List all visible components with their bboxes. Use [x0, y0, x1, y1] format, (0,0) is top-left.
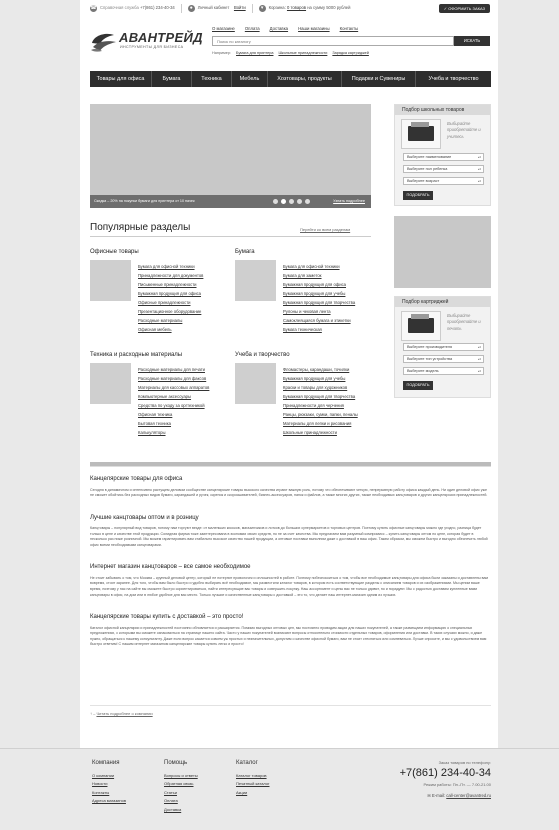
- seo-text: [90, 476, 491, 664]
- slider-more-link[interactable]: Узнать подробнее: [333, 199, 365, 203]
- menu-gifts[interactable]: Подарки и Сувениры: [342, 71, 416, 87]
- footer-link[interactable]: Доставка: [164, 806, 182, 812]
- cartridge-picker-image: [401, 311, 441, 341]
- category-link[interactable]: Бумажная продукция для офиса: [283, 281, 347, 287]
- school-picker-title: Подбор школьных товаров: [395, 105, 490, 115]
- category-link[interactable]: Офисные принадлежности: [138, 299, 191, 305]
- menu-study[interactable]: Учеба и творчество: [428, 76, 479, 82]
- article-text: Каталог офисной канцелярии и принадлежностей постоянно обновляется и расширяется. Помимо выгодных оптовых цен, мы постоянно проводим акции для наших покупателей, а также размещаем информацию о специальных предложениях, с которыми вы сможете ознакомиться на странице нашего сайта. Часто у наших покупателей возникают вопросы относительно стоимости отдельных товаров, оформления или доставки. В таких случаях можно, и даже нужно, обращаться к нашему консультанту. Даже если вопрос касается совсем уж простых и незначительных, допустим о качестве офисной бумаги, вам не стоит стесняться или сомневаться. Лучше спросите, и мы с удовольствием вам быстро ответим! С нашим интернет магазином канцелярские товары купить легко и просто!: [90, 625, 487, 647]
- article-title: Интернет магазин канцтоваров – все самое необходимое: [90, 564, 251, 571]
- category-link[interactable]: Фломастеры, карандаши, точилки: [283, 366, 350, 372]
- category-title[interactable]: Учеба и творчество: [235, 352, 290, 358]
- footer-link[interactable]: Статьи: [164, 789, 177, 795]
- school-picker-text: Выбирайте приобретайте и учитесь: [447, 121, 481, 139]
- cartridge-pick-button[interactable]: ПОДОБРАТЬ: [403, 381, 433, 390]
- footer-link[interactable]: Акции: [236, 789, 248, 795]
- popular-title: Популярные разделы: [90, 222, 191, 233]
- category-title[interactable]: Бумага: [235, 249, 255, 255]
- support-phone: +7(861) 234-40-34: [139, 5, 175, 11]
- category-link[interactable]: Бумага техническая: [283, 326, 322, 332]
- search-hint-link[interactable]: Зарядка картриджей: [332, 51, 369, 55]
- about-link-label: Читать подробнее о компании: [96, 711, 153, 716]
- slider-dot[interactable]: [289, 199, 294, 204]
- cartridge-picker-title: Подбор картриджей: [395, 297, 490, 307]
- search-hint-label: Например:: [212, 51, 232, 55]
- category-link[interactable]: Бумажная продукция для офиса: [138, 290, 202, 296]
- article-title: Канцелярские товары купить с доставкой – это просто!: [90, 614, 244, 621]
- category-title[interactable]: Офисные товары: [90, 249, 139, 255]
- footer-link[interactable]: Обратная связь: [164, 781, 194, 786]
- category-link[interactable]: Бумажная продукция для творчества: [283, 393, 356, 399]
- category-link[interactable]: Краски и товары для художников: [283, 384, 348, 390]
- work-hours: Режим работы: Пн.-Пт. — 7.00-21.00: [423, 781, 491, 787]
- cartridge-select-device[interactable]: Выберите тип устройства ▴▾: [403, 355, 484, 363]
- footer-contacts: [380, 760, 491, 798]
- search-bar: [212, 36, 490, 46]
- phone-icon: ☎: [90, 4, 97, 11]
- footer-col-catalog: [236, 760, 270, 797]
- menu-furniture[interactable]: Мебель: [232, 71, 268, 87]
- category-title[interactable]: Техника и расходные материалы: [90, 352, 183, 358]
- category-link[interactable]: Бумажная продукция для учебы: [283, 375, 346, 381]
- cartridge-select-maker[interactable]: Выберите производителя ▴▾: [403, 343, 484, 351]
- school-select-age[interactable]: Выберите возраст ▴▾: [403, 177, 484, 185]
- slider-dot[interactable]: [297, 199, 302, 204]
- nav-delivery[interactable]: Доставка: [269, 26, 289, 31]
- nav-contacts[interactable]: Контакты: [339, 26, 359, 31]
- logo-icon: [90, 31, 117, 53]
- category-thumbnail[interactable]: [90, 260, 131, 301]
- menu-office[interactable]: Товары для офиса: [90, 71, 152, 87]
- category-link[interactable]: Офисная мебель: [138, 326, 172, 332]
- category-link[interactable]: Бумага для офисной техники: [138, 263, 195, 269]
- category-link[interactable]: Школьные принадлежности: [283, 429, 337, 435]
- email-link[interactable]: call-center@avantred.ru: [446, 792, 491, 798]
- category-link[interactable]: Расходные материалы: [138, 317, 183, 323]
- category-link[interactable]: Офисная техника: [138, 411, 173, 417]
- category-link[interactable]: Материалы для кассовых аппаратов: [138, 384, 210, 390]
- nav-about[interactable]: О магазине: [212, 26, 235, 31]
- article-text: Не стоит забывать о том, что Москва – крупный деловой центр, который не потерпит проволочек и оплошностей в работе. Поэтому побеспокоиться о том, чтобы все необходимые канцтовары для офиса были заказаны и доставлены вам вовремя, стоит заранее. Для того, чтобы вам было быстро и удобно выбирать всё необходимое, мы разместили каталог товаров, в котором есть соответствующие разделы с описанием товаров и их изображениями. Мы ценим ваше время, поэтому у нас на сайте вы сможете быстро сориентироваться, найти интересующие вас товары и совершить покупку. Наш ассортимент и цены вас не только удивят, но и порадуют. Мы с радостью доставим купленные вами канцтовары в офис, на дом или в любое удобное для вас место. Только лучшие и качественные канцтовары с доставкой – это то, что делает наш интернет-магазин одним из лучших.: [90, 575, 488, 597]
- cartridge-picker-panel: [394, 296, 491, 398]
- footer-link[interactable]: Вопросы и ответы: [164, 772, 198, 778]
- all-sections-link[interactable]: Перейти ко всем разделам: [300, 227, 351, 232]
- footer-link[interactable]: Каталог товаров: [236, 772, 267, 778]
- search-button[interactable]: ИСКАТЬ: [454, 36, 490, 46]
- login-link[interactable]: Войти: [233, 5, 246, 11]
- main-menu: [90, 71, 491, 87]
- article-title: Канцелярские товары для офиса: [90, 476, 183, 482]
- menu-paper[interactable]: Бумага: [152, 71, 192, 87]
- user-icon: ●: [189, 4, 193, 11]
- category-link[interactable]: Бумага для офисной техники: [283, 263, 340, 269]
- search-input[interactable]: [212, 36, 454, 46]
- category-link[interactable]: Принадлежности для документов: [138, 272, 204, 278]
- search-hints: [212, 51, 369, 56]
- footer-link[interactable]: Печатный каталог: [236, 781, 270, 786]
- category-study: [235, 352, 373, 437]
- footer-link[interactable]: Адреса магазинов: [92, 798, 126, 803]
- article-text: Канцтовары – популярный вид товаров, потому нам торгуют везде: от маленьких киосков, магазинчиков и лотков до больших супермаркетов и торговых центров. Поэтому купить офисные канцтовары можно где угодно, разница будет только в цене и качестве этой продукции. Солидная фирма тоже заинтересована в экономии своих средств, но не за счет качества. Мы предлагаем вам разумный компромисс – купить канцтовары оптом по цене, которая будет в несколько раз ниже розничной. Мы можем гарантировать вам стабильно высокое качество нашей продукции, а оптовые поставки выполним даже с доставкой в ваш офис. Таким образом, мы сможем быстро и выгодно обеспечить любой офис всеми необходимыми канцтоварами.: [90, 526, 488, 547]
- category-link[interactable]: Ранцы, рюкзаки, сумки, папки, пеналы: [283, 411, 358, 417]
- category-link[interactable]: Самоклеящаяся бумага и этикетки: [283, 317, 351, 323]
- account-link[interactable]: Личный кабинет: [197, 5, 230, 11]
- footer-phone: +7(861) 234-40-34: [399, 767, 491, 779]
- about-link[interactable]: ↑ – Читать подробнее о компании: [90, 711, 153, 716]
- category-thumbnail[interactable]: [90, 363, 131, 404]
- cart-sum: на сумму 5000 рублей: [307, 5, 351, 11]
- category-link[interactable]: Расходные материалы для печати: [138, 366, 205, 372]
- top-bar: [90, 3, 490, 13]
- support-label: Справочная служба: [100, 5, 139, 11]
- footer-col-company: [92, 760, 126, 806]
- category-link[interactable]: Принадлежности для черчения: [283, 402, 344, 408]
- cart-icon: ▾: [259, 5, 266, 12]
- school-picker-panel: [394, 104, 491, 206]
- nav-stores[interactable]: Наши магазины: [298, 26, 330, 31]
- footer-link[interactable]: Контакты: [92, 789, 110, 795]
- school-pick-button[interactable]: ПОДОБРАТЬ: [403, 191, 433, 200]
- school-select-gender[interactable]: Выберите пол ребенка ▴▾: [403, 165, 484, 173]
- school-select-name[interactable]: Выберите наименование ▴▾: [403, 153, 484, 161]
- email-label: E-mail:: [432, 792, 446, 798]
- slider-caption: Скидка – 20% на покупки бумаги для принтера от 10 пачек: [94, 199, 195, 203]
- category-link[interactable]: Презентационное оборудование: [138, 308, 202, 314]
- category-link[interactable]: Бумажная продукция для творчества: [283, 299, 356, 305]
- footer-link[interactable]: Новости: [92, 781, 108, 786]
- category-office: [90, 249, 228, 334]
- cartridge-select-model[interactable]: Выберите модель ▴▾: [403, 367, 484, 375]
- slider-caption-bar: [90, 195, 371, 208]
- site-logo[interactable]: [90, 29, 202, 57]
- category-link[interactable]: Материалы для лепки и рисования: [283, 420, 352, 426]
- search-hint-link[interactable]: Школьные принадлежности: [278, 51, 328, 55]
- category-thumbnail[interactable]: [235, 363, 276, 404]
- cartridge-picker-text: Выбирайте приобретайте и печать: [447, 313, 481, 331]
- article-text: Сегодня в динамичном и интенсивно растущем деловом сообществе канцелярские товары высокого качества играют важную роль, потому что обеспечивают четкую, непрерывную работу офиса каждый день. Ни один деловой офис уже не сможет обойтись без расходных видов бумаги, карандашей и ручек, скрепок и скоросшивателей, бизнес-аксессуаров, папок и файлов, а также многих других, также необходимых канцтоваров и других канцелярских принадлежностей.: [90, 487, 488, 498]
- school-picker-image: [401, 119, 441, 149]
- mail-icon: ✉: [427, 792, 431, 798]
- footer-col-title: Каталог: [236, 760, 258, 766]
- category-link[interactable]: Бумажная продукция для учебы: [283, 290, 346, 296]
- menu-household[interactable]: Хозтовары, продукты: [268, 71, 342, 87]
- category-tech: [90, 352, 228, 437]
- sidebar-banner[interactable]: [394, 216, 491, 288]
- footer-col-title: Помощь: [164, 760, 188, 766]
- footer-col-help: [164, 760, 198, 814]
- order-phone-label: Заказ товаров по телефону:: [438, 760, 491, 765]
- category-link[interactable]: Бытовая техника: [138, 420, 172, 426]
- footer-col-title: Компания: [92, 760, 120, 766]
- category-link[interactable]: Расходные материалы для факсов: [138, 375, 207, 381]
- category-link[interactable]: Бумага для заметок: [283, 272, 322, 278]
- footer-link[interactable]: Оплата: [164, 798, 178, 803]
- category-link[interactable]: Средства по уходу за оргтехникой: [138, 402, 205, 408]
- category-link[interactable]: Компьютерные аксессуары: [138, 393, 192, 399]
- slider-dot[interactable]: [305, 199, 310, 204]
- category-link[interactable]: Рулоны и чековая лента: [283, 308, 331, 314]
- cart-items-link[interactable]: 0 товаров: [286, 5, 307, 11]
- header-nav: [212, 26, 358, 31]
- slider-dots: [273, 199, 310, 204]
- search-hint-link[interactable]: Бумага для принтера: [236, 51, 274, 55]
- article-title: Лучшие канцтовары оптом и в розницу: [90, 514, 199, 521]
- menu-tech[interactable]: Техника: [192, 71, 232, 87]
- slider-dot[interactable]: [273, 199, 278, 204]
- footer-link[interactable]: О компании: [92, 772, 115, 778]
- slider-dot-active[interactable]: [281, 199, 286, 204]
- promo-slider[interactable]: [90, 104, 371, 208]
- category-link[interactable]: Письменные принадлежности: [138, 281, 197, 287]
- checkout-button[interactable]: ✓ ОФОРМИТЬ ЗАКАЗ: [439, 4, 490, 13]
- category-thumbnail[interactable]: [235, 260, 276, 301]
- logo-name: АВАНТРЕЙД: [119, 30, 203, 45]
- checkout-label: ОФОРМИТЬ ЗАКАЗ: [448, 5, 485, 11]
- nav-payment[interactable]: Оплата: [244, 26, 260, 31]
- logo-slogan: ИНСТРУМЕНТЫ ДЛЯ БИЗНЕСА: [120, 45, 184, 49]
- category-paper: [235, 249, 373, 334]
- category-link[interactable]: Калькуляторы: [138, 429, 166, 435]
- cart-label: Корзина:: [268, 5, 286, 11]
